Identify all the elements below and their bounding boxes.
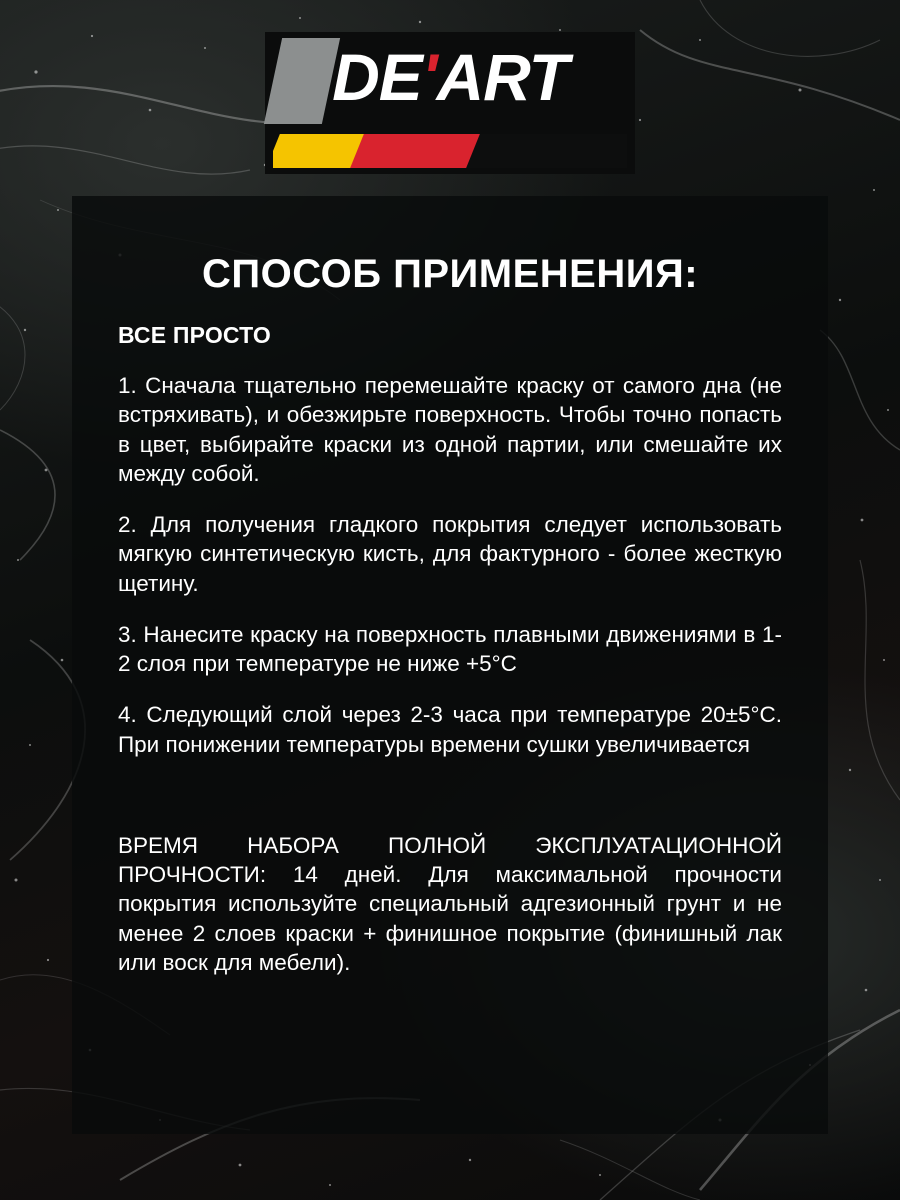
instruction-step: 2. Для получения гладкого покрытия следует использовать мягкую синтетическую кисть, для фактурного - более жесткую щетину. [118,512,782,596]
logo-wordmark [265,40,635,114]
logo-stripes [273,134,627,168]
instruction-step: 1. Сначала тщательно перемешайте краску от самого дна (не встряхивать), и обезжирьте поверхность. Чтобы точно попасть в цвет, выбирайте краски из одной партии, или смешайте их между собой. [118,373,782,486]
brand-logo [265,32,635,174]
panel-subtitle: ВСЕ ПРОСТО [118,322,271,348]
logo-text-de: DE [332,40,422,114]
instructions-panel [72,196,828,1134]
logo-box [265,32,635,174]
logo-text-art: ART [436,40,568,114]
stripe-dark [464,134,627,168]
stripe-red [348,134,485,168]
instruction-step: 3. Нанесите краску на поверхность плавными движениями в 1-2 слоя при температуре не ниже +5°С [118,621,782,676]
instruction-step: 4. Следующий слой через 2-3 часа при температуре 20±5°С. При понижении температуры времени сушки увеличивается [118,702,782,757]
curing-time-note: ВРЕМЯ НАБОРА ПОЛНОЙ ЭКСПЛУАТАЦИОННОЙ ПРОЧНОСТИ: 14 дней. Для максимальной прочности покрытия используйте специальный адгезионный грунт и не менее 2 слоев краски + финишное покрытие (финишный лак или воск для мебели). [118,832,782,975]
logo-text-apostrophe: ' [421,40,437,114]
page-title: СПОСОБ ПРИМЕНЕНИЯ: [201,252,699,296]
